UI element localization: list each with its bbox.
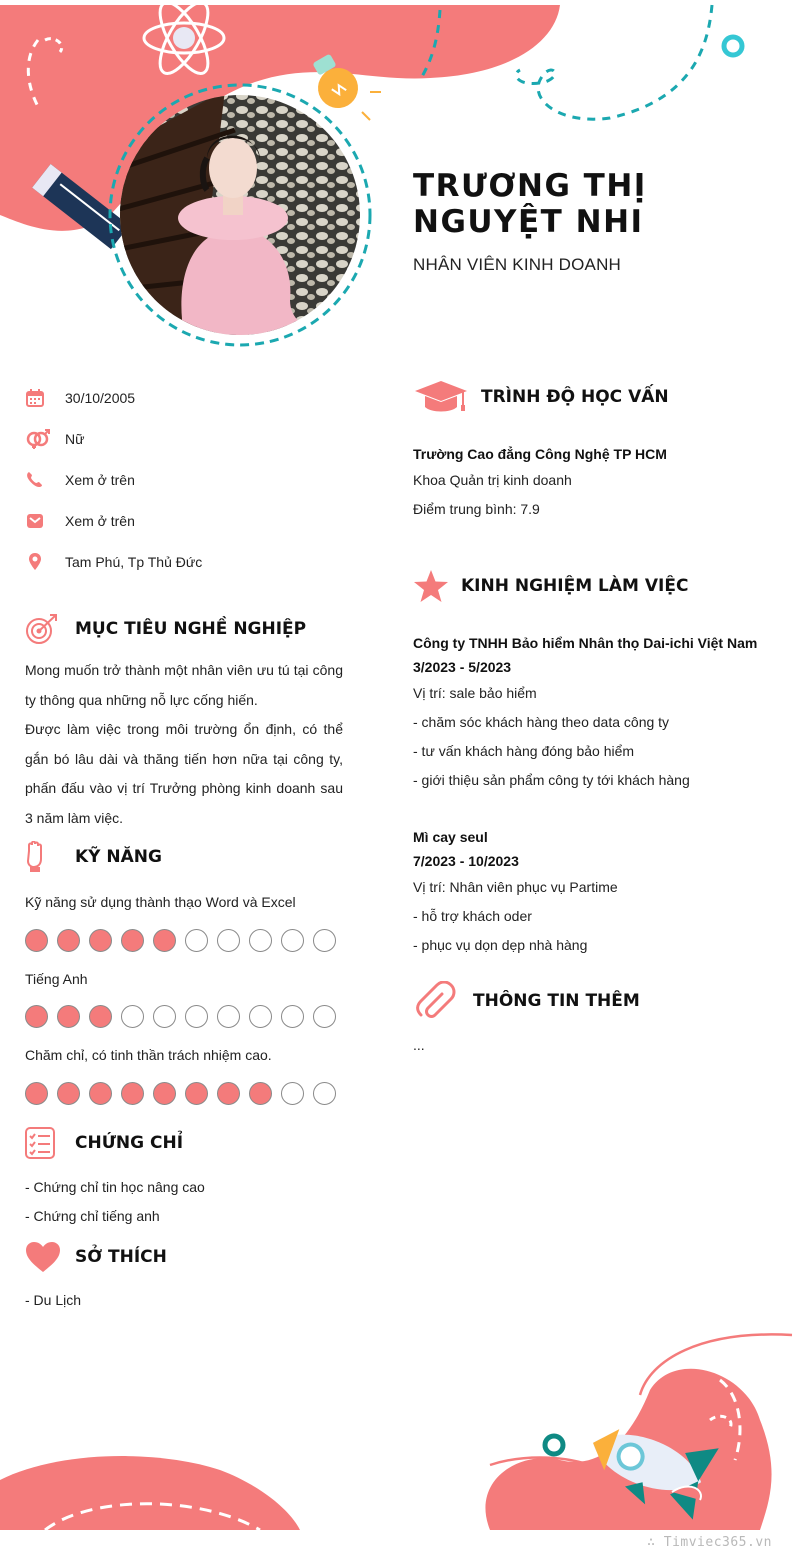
rating-dot-filled [121,929,144,952]
hobbies-title: SỞ THÍCH [75,1247,167,1267]
rating-dot-empty [153,1005,176,1028]
rating-dot-empty [249,1005,272,1028]
job-duty: - tư vấn khách hàng đóng bảo hiểm [413,743,635,759]
rating-dot-filled [57,1082,80,1105]
graduation-cap-icon [413,379,469,415]
experience-title: KINH NGHIỆM LÀM VIỆC [461,576,689,596]
job-duty: - hỗ trợ khách oder [413,908,532,924]
rating-dot-filled [153,1082,176,1105]
rating-dot-empty [281,1005,304,1028]
gpa: Điểm trung bình: 7.9 [413,501,540,517]
rating-dot-filled [217,1082,240,1105]
rating-dot-empty [249,929,272,952]
rating-dot-filled [249,1082,272,1105]
checklist-icon [25,1127,55,1159]
contact-address [25,550,202,574]
calendar-icon [25,386,53,410]
rating-dot-empty [185,929,208,952]
paperclip-icon [413,981,457,1021]
skills-title: KỸ NĂNG [75,847,162,867]
rating-dot-filled [25,1082,48,1105]
hobbies-heading [25,1240,167,1274]
contact-birthdate [25,386,135,410]
education-title: TRÌNH ĐỘ HỌC VẤN [481,387,669,407]
skill-name: Chăm chỉ, có tinh thần trách nhiệm cao. [25,1047,272,1063]
job-position: Vị trí: sale bảo hiểm [413,685,537,701]
hobby-item: - Du Lịch [25,1292,82,1308]
rating-dot-filled [153,929,176,952]
watermark: ∴ Timviec365.vn [647,1535,772,1550]
birthdate-text: 30/10/2005 [65,390,136,406]
rating-dot-filled [57,929,80,952]
skill-rating [25,1005,336,1028]
phone-icon [25,468,53,492]
contact-phone [25,468,135,492]
rating-dot-empty [281,929,304,952]
location-icon [25,550,53,574]
rating-dot-filled [185,1082,208,1105]
target-icon [25,612,59,646]
rating-dot-empty [313,1082,336,1105]
rating-dot-filled [57,1005,80,1028]
job-duty: - chăm sóc khách hàng theo data công ty [413,714,670,730]
rating-dot-empty [217,1005,240,1028]
certificate-item: - Chứng chỉ tiếng anh [25,1208,160,1224]
certificates-heading [25,1127,183,1159]
rating-dot-filled [89,1005,112,1028]
email-icon [25,509,53,533]
school-name: Trường Cao đẳng Công Nghệ TP HCM [413,446,667,462]
rating-dot-empty [217,929,240,952]
hand-icon [25,841,47,873]
avatar [115,90,365,340]
phone-text: Xem ở trên [65,472,135,488]
objective-text-1: Mong muốn trở thành một nhân viên ưu tú tại công ty thông qua những nỗ lực cống hiến. [25,662,343,708]
education-heading [413,379,669,415]
skills-heading [25,841,162,873]
skill-name: Kỹ năng sử dụng thành thạo Word và Excel [25,894,296,910]
rating-dot-filled [89,1082,112,1105]
additional-text: ... [413,1037,425,1053]
rating-dot-empty [185,1005,208,1028]
rating-dot-filled [89,929,112,952]
certificates-title: CHỨNG CHỈ [75,1133,184,1153]
address-text: Tam Phú, Tp Thủ Đức [65,554,203,570]
job-duty: - phục vụ dọn dẹp nhà hàng [413,937,588,953]
rating-dot-empty [121,1005,144,1028]
objective-text-2: Được làm việc trong môi trường ổn định, có thể gắn bó lâu dài và thăng tiến hơn nữa tại công ty, phấn đấu vào vị trí Trưởng phòng kinh doanh sau 3 năm làm việc. [25,721,343,826]
candidate-name: TRƯƠNG THỊ NGUYỆT NHI [413,168,647,240]
contact-gender [25,427,84,451]
additional-heading [413,981,640,1021]
gender-text: Nữ [65,431,85,447]
rating-dot-filled [121,1082,144,1105]
certificate-item: - Chứng chỉ tin học nâng cao [25,1179,205,1195]
additional-title: THÔNG TIN THÊM [473,991,640,1011]
job-position: Vị trí: Nhân viên phục vụ Partime [413,879,618,895]
company-name: Công ty TNHH Bảo hiểm Nhân thọ Dai-ichi Việt Nam [413,635,758,651]
skill-name: Tiếng Anh [25,971,88,987]
objective-heading [25,612,306,646]
rating-dot-empty [313,1005,336,1028]
rating-dot-filled [25,929,48,952]
experience-heading [413,569,688,603]
rating-dot-empty [313,929,336,952]
faculty: Khoa Quản trị kinh doanh [413,472,572,488]
skill-rating [25,1082,336,1105]
objective-title: MỤC TIÊU NGHỀ NGHIỆP [75,619,307,639]
email-text: Xem ở trên [65,513,135,529]
job-period: 3/2023 - 5/2023 [413,659,512,675]
job-duty: - giới thiệu sản phẩm công ty tới khách hàng [413,772,690,788]
heart-icon [25,1240,61,1274]
job-title: NHÂN VIÊN KINH DOANH [413,255,622,274]
contact-email [25,509,135,533]
rating-dot-empty [281,1082,304,1105]
rating-dot-filled [25,1005,48,1028]
gender-icon [25,427,53,451]
job-period: 7/2023 - 10/2023 [413,853,519,869]
company-name: Mì cay seul [413,829,488,845]
star-icon [413,569,449,603]
skill-rating [25,929,336,952]
